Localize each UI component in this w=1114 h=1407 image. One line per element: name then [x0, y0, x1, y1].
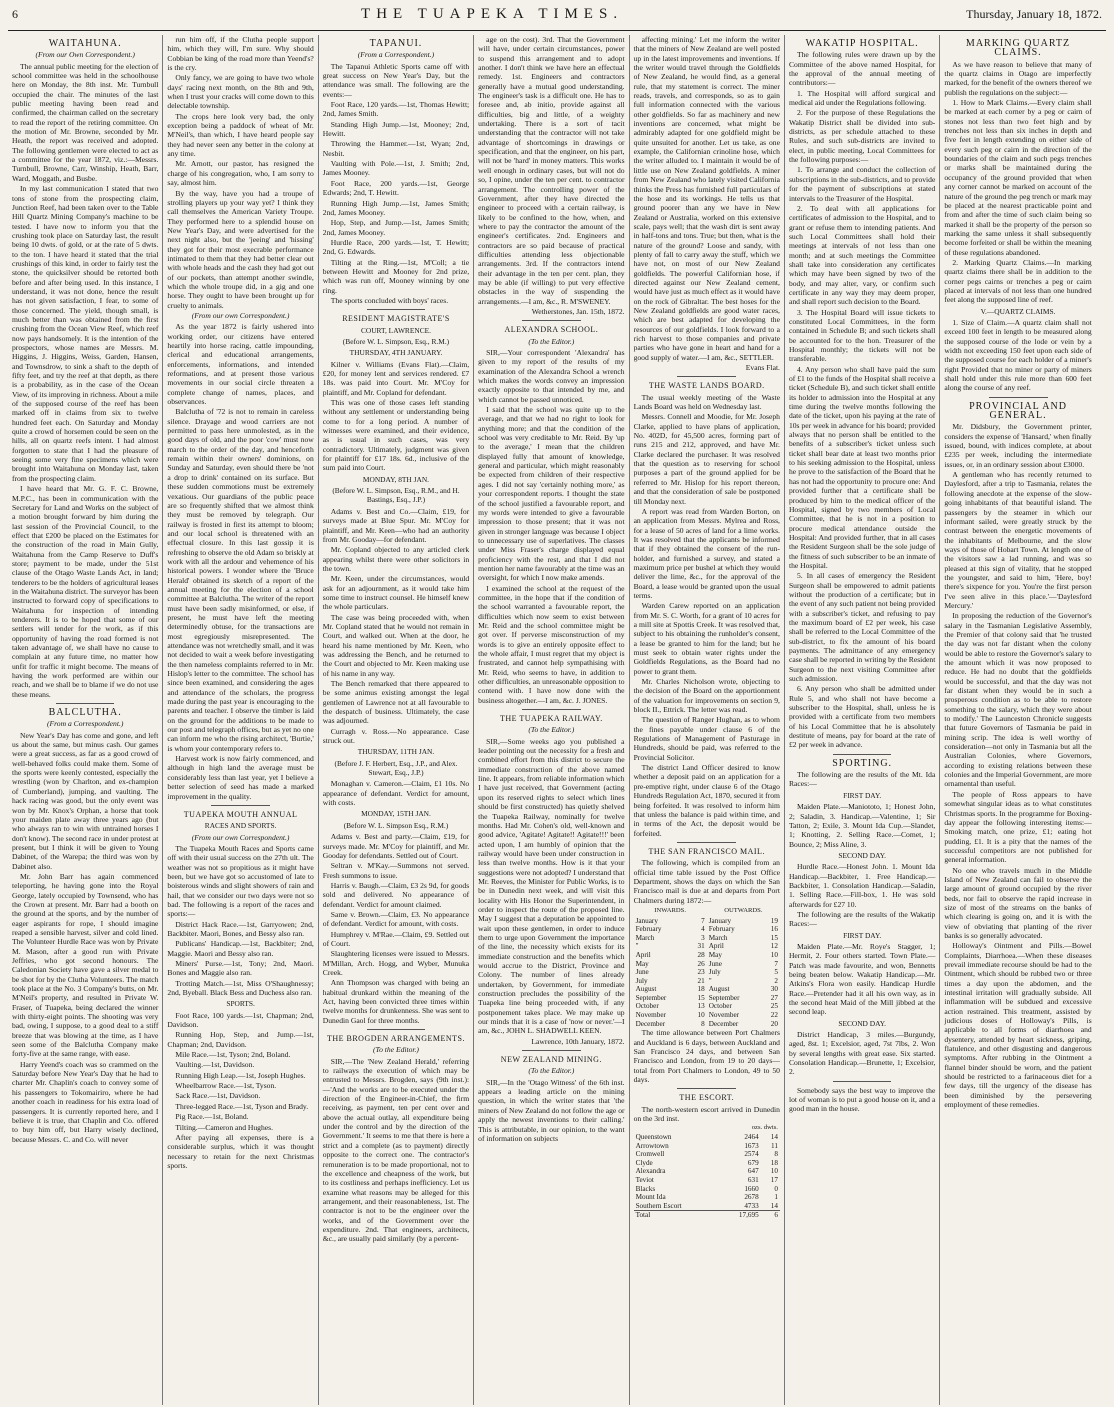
- race-result: Trotting Match.—1st, Miss O'Shaughnessy; 2nd, Byeball. Black Bess and Duchess also ran.: [167, 978, 314, 998]
- column-2: [163, 35, 318, 1405]
- byline: (To the Editor.): [528, 1066, 575, 1076]
- paragraph: Only fancy, we are going to have two whole days' racing next month, on the 8th and 9th, when I trust your cracks will come down to this delectable township.: [167, 73, 314, 111]
- table-cell: 10: [770, 1167, 778, 1176]
- paragraph: I said that the school was quite up to the average, and that we had no right to look for anything more; and that the condition of the school was very creditable to Mr. Reid. By 'up to the average,' I mean that the children displayed fully that amount of knowledge, general and particular, which might reasonably be expected from children of their respective ages. I did not say 'certainly nothing more,' as your correspondent reports. I thought the state of the school justified a favourable report, and my words were intended to give a favourable impression to those present; that it was not given in stronger language was because I object to unnecessary use of superlatives. The classes under Miss Fraser's charge displayed equal proficiency with the rest, and that I did not mention her name favourably at the time was an oversight, for which I now make amends.: [478, 405, 625, 583]
- table-cell: 11: [771, 1141, 778, 1150]
- table-cell: May: [708, 950, 722, 959]
- race-result: District Hack Race.—1st, Garryowen; 2nd, Backbiter. Maori, Bones, and Bessy also ran.: [167, 919, 314, 938]
- paragraph: District Handicap, 3 miles.—Burgundy, aged, 8st. 1; Excelsior, aged, 7st 7lbs, 2. Won by several lengths with great ease. Six started. Consolation Handicap.—Brunette, 1; Excelsior, 2.: [788, 1030, 936, 1077]
- table-cell: September: [635, 993, 667, 1002]
- paragraph: Harry Yeend's coach was so crammed on the Saturday before New Year's Day that he had to charter Mr. Chaplin's coach to convey some of his passengers to Tokomairiro, where he had another coach in readiness for his extra load of passengers. It is currently reported here, and I believe it is true, that Chaplin and Co. offered to buy him off, but Harry wisely declined, because Messrs. C. and Co. will never: [12, 1059, 159, 1144]
- table-cell: 5: [774, 968, 778, 977]
- table-cell: 2464: [744, 1132, 759, 1141]
- subheading: FIRST DAY.: [843, 790, 882, 800]
- paragraph: SIR,—Your correspondent 'Alexandra' has given to my report of the results of my examination of the Alexandra School a wrench which makes the words convey an impression exactly opposite to that intended by me, and which cannot be passed unnoticed.: [478, 348, 625, 404]
- heading-wakatip-hospital: WAKATIP HOSPITAL.: [805, 38, 919, 49]
- paragraph: Curragh v. Ross.—No appearance. Case struck out.: [322, 726, 470, 746]
- paragraph: Kilner v. Williams (Evans Flat).—Claim, £20, for money lent and services rendered. £7 18s. was paid into Court. Mr. M'Coy for plaintiff, and Mr. Copland for defendant.: [322, 359, 470, 397]
- table-cell: July: [708, 968, 721, 977]
- divider: [677, 1088, 736, 1089]
- page-number: 6: [12, 7, 18, 21]
- divider: [522, 709, 581, 710]
- table-cell: 3: [701, 933, 705, 942]
- byline: (From a Correspondent.): [357, 50, 435, 60]
- paragraph: The annual public meeting for the election of school committee was held in the schoolhouse here on Monday, the 8th inst. Mr. Turnbull occupied the chair. The minutes of the last public meeting having been read and confirmed, the chairman called on the secretary to read the report of the retiring committee. On the motion of Mr. Browne, seconded by Mr. Heath, the report was received and adopted. The following gentlemen were elected to act as a committee for the year 1872, viz.:—Messrs. Turnbull, Browne, Carr, Winship, Heath, Barr, Ward, Moggath, and Busbe.: [12, 61, 159, 183]
- column-5: [630, 35, 785, 1405]
- table-cell: 19: [770, 916, 778, 925]
- paragraph: 2. For the purpose of these Regulations the Wakatip District shall be divided into sub-districts, as per schedule attached to these Rules, and such sub-districts are invited to elect, in public meeting, Local Committees for the following purposes:—: [788, 108, 936, 165]
- table-row: [634, 925, 780, 934]
- heading-nz-mining: NEW ZEALAND MINING.: [500, 1055, 602, 1065]
- table-cell: 2: [774, 976, 778, 985]
- table-cell: August: [708, 985, 730, 994]
- table-cell: 18: [697, 985, 705, 994]
- paragraph: Mr. Copland objected to any articled clerk appearing whilst there were other solicitors in the town.: [322, 545, 470, 573]
- table-cell: Arrowtown: [635, 1141, 669, 1150]
- divider: [211, 805, 270, 806]
- table-cell: April: [635, 950, 651, 959]
- sport-result: Running Hop, Step, and Jump.—1st, Chapman; 2nd, Davidson.: [167, 1030, 314, 1049]
- divider: [522, 1050, 581, 1051]
- paragraph: 3. The Hospital Board will issue tickets to constituted Local Committees, in the form contained in Schedule B; and such tickets shall be accounted for to the hon. Treasurer of the Hospital monthly; the tickets will not be transferable.: [788, 307, 936, 364]
- signature-line: Wetherstones, Jan. 15th, 1872.: [531, 306, 625, 316]
- divider: [367, 309, 426, 310]
- paragraph: 5. In all cases of emergency the Resident Surgeon shall be empowered to admit patients without the production of a certificate; but in the event of any such patient not being provided with a subscriber's ticket, and refusing to pay the maximum board of £2 per week, his case shall be referred to the Local Committee of the sub-district, to fix the amount of his board payments. The admittance of any emergency case shall be reported in writing by the Resident Surgeon to the next visiting Committee after such admission.: [788, 571, 936, 684]
- column-header: INWARDS.: [654, 906, 686, 914]
- paragraph: The case was being proceeded with, when Mr. Copland stated that he would not remain in Court, and walked out. When at the door, he heard his name mentioned by Mr. Keen, who was addressing the Bench, and he returned to the Court and objected to Mr. Keen making use of his name in any way.: [322, 612, 470, 678]
- heading-tuapeka-mouth: TUAPEKA MOUTH ANNUAL: [183, 809, 298, 819]
- paragraph: Adams v. Best and party.—Claim, £19, for surveys made. Mr. M'Coy for plaintiff, and Mr. Gooday for defendants. Settled out of Court.: [322, 832, 470, 860]
- subheading: COURT, LAWRENCE.: [360, 325, 431, 335]
- table-cell: Southern Escort: [635, 1201, 682, 1210]
- byline: (To the Editor.): [528, 336, 575, 346]
- paragraph: The Bench remarked that there appeared to be some animus existing amongst the legal gentlemen of Lawrence not at all favourable to the despatch of business. Ultimately, the case was adjourned.: [322, 679, 470, 726]
- paragraph: The following rules were drawn up by the Committee of the above named Hospital, for the approval of the annual meeting of contributors:—: [788, 50, 936, 88]
- paragraph: 2. To deal with all applications for certificates of admission to the Hospital, and to grant or refuse them to intending patients. And such Local Committees shall hold their meetings at intervals of not less than one month; and at such meetings the Committee shall take into consideration any certificates which may have been signed by two of the body, and may alter, vary, or confirm such certificate in any way they may deem proper, and shall report such decision to the Board.: [788, 203, 936, 307]
- heading-waitahuna: WAITAHUNA.: [48, 38, 122, 49]
- table-cell: Teviot: [635, 1175, 654, 1184]
- byline: (To the Editor.): [373, 1045, 419, 1055]
- table-cell: Queenstown: [635, 1132, 672, 1141]
- sport-result: Three-legged Race.—1st, Tyson and Brady.: [175, 1101, 309, 1111]
- paragraph: The question of Ranger Hughan, as to whom the fines payable under clause 6 of the Regulations of Management of Pasturage in Hundreds, should be paid, was referred to the Provincial Solicitor.: [633, 715, 780, 762]
- paragraph: The district Land Officer desired to know whether a deposit paid on an application for a pre-emptive right, under clause 6 of the Otago Hundreds Regulation Act, 1870, secured it from being forfeited. It was resolved to inform him that unless the balance is paid within time, and in terms of the Act, the deposit would be forfeited.: [633, 763, 780, 838]
- subheading: SECOND DAY.: [838, 850, 886, 860]
- table-cell: 22: [770, 1011, 778, 1020]
- divider: [833, 754, 892, 755]
- paragraph: Seltran v. M'Kay.—Summons not served. Fresh summons to issue.: [322, 861, 470, 880]
- table-cell: 10: [697, 1011, 705, 1020]
- table-cell: 2574: [744, 1150, 759, 1159]
- paragraph: In proposing the reduction of the Governor's salary in the Tasmanian Legislative Assembly, the Premier of that colony said that 'he trusted the day was not far distant when the colony would be able to restore the Governor's salary to the amount which it was now proposed to reduce. He had no doubt that the goldfields would be successful, and that the day was not far distant when they would be in such a prosperous condition as to be able to restore something to the salary, which they were about to modify.' The Launceston Chronicle suggests that future Governors of Tasmania be paid in mining scrip. The idea is well worthy of consideration—not only in Tasmania but all the Australian Colonies, where Governors, according to existing relations between these colonies and the Imperial Government, are more ornamental than useful.: [944, 611, 1092, 789]
- heading-alexandra: ALEXANDRA SCHOOL.: [504, 325, 599, 335]
- table-cell: 10: [770, 950, 778, 959]
- table-row: [634, 1193, 780, 1202]
- sport-result: Running High Leap.—1st, Joseph Hughes.: [175, 1070, 306, 1080]
- paragraph: Mr. Keen, under the circumstances, would ask for an adjournment, as it would take him some time to instruct counsel. He himself knew the whole particulars.: [322, 574, 470, 612]
- paragraph: Maiden Plate.—Mr. Roye's Stagger, 1; Hermit, 2. Four others started. Town Plate.—Patch was made favourite, and won, Bennetts being beaten below. Wakatip Handicap.—Mr. Atkins's Flora won easily. Handicap Hurdle Race.—Pretender had it all his own way, as in the second heat Maid of the Mill jibbed at the second leap.: [788, 941, 936, 1017]
- column-7: [940, 35, 1095, 1405]
- table-cell: December: [708, 1019, 739, 1028]
- subheading: SPORTS.: [226, 999, 255, 1009]
- table-cell: April: [708, 942, 724, 951]
- divider: [677, 376, 736, 377]
- table-row: [634, 917, 780, 926]
- paragraph: Mr. Charles Nicholson wrote, objecting to the decision of the Board on the apportionment of the valuation for improvements on section 9, block II., Ettrick. The letter was read.: [633, 677, 780, 715]
- paragraph: 1. To arrange and conduct the collection of subscriptions in the sub-districts, and to provide for the payment of subscriptions at stated intervals to the Treasurer of the Hospital.: [788, 165, 936, 203]
- table-cell: Blacks: [635, 1184, 656, 1193]
- paragraph: Mr. Didsbury, the Government printer, considers the expense of 'Hansard,' when finally issued, bound, with indices complete, at about £235 per week, including the intermediate issues, or, in an ordinary session about £3000.: [944, 422, 1092, 469]
- sport-result: Pig Race.—1st, Boland.: [175, 1112, 249, 1122]
- table-row: [634, 1133, 780, 1142]
- masthead: [8, 6, 1106, 31]
- paragraph: Adams v. Best and Co.—Claim, £19, for surveys made at Blue Spur. Mr. M'Coy for plaintiff, and Mr. Keen—who had an authority from Mr. Gooday—for defendant.: [322, 506, 470, 544]
- race-result: Publicans' Handicap.—1st, Backbiter; 2nd, Maggie. Maori and Bessy also ran.: [167, 939, 314, 958]
- paragraph: No one who travels much in the Middle Island of New Zealand can fail to observe the large amount of ground occupied by the river beds, nor fail to observe the rapid increase in size of most of the streams on the banks of which clearing is going on, and it is with the view of obviating that planting of the river banks is so generally advocated.: [944, 865, 1092, 940]
- sport-result: Tilting.—Cameron and Hughes.: [175, 1122, 273, 1132]
- paragraph: SIR,—The 'New Zealand Herald,' referring to railways the execution of which may be entrusted to Messrs. Brogden, says (9th inst.):—'And the works are to be executed under the direction of the Engineer-in-Chief, the firm receiving, as payment, ten per cent over and above the actual outlay, all expenditure being under the control and by the direction of the Government.' It seems to me that there is here a strict and a complete (as to payment) directly opposite to the correct one. The contractor's remuneration is to be made proportional, not to the excellence and cheapness of the work, but to its costliness and perhaps inefficiency. Let us examine what reasons may be alleged for this arrangement, and their reasonableness, 1st. The contractor is not to be the engineer over the works, and of the Government over the expenditure. 2nd. That engineers, architects, &c., are usually paid similarly (by a percent-: [322, 1056, 470, 1244]
- table-cell: 12: [770, 942, 778, 951]
- signature-line: Evans Flat.: [745, 363, 780, 373]
- sport-result: Vaulting.—1st, Davidson.: [175, 1060, 255, 1070]
- divider: [989, 397, 1048, 398]
- divider: [367, 1029, 426, 1030]
- total-row: [634, 1211, 780, 1220]
- paragraph: The crops here look very bad, the only exception being a paddock of wheat of Mr. M'Neil's, than which, I have heard people say they had never seen any better in the colony at any time.: [167, 111, 314, 159]
- units-label: ozs. dwts.: [751, 1124, 778, 1132]
- table-row: [634, 985, 780, 994]
- table-cell: May: [635, 959, 649, 968]
- paragraph: 4. Any person who shall have paid the sum of £1 to the funds of the Hospital shall receive a ticket (Schedule B), and such ticket shall entitle its holder to admission into the Hospital at any time during the twelve months following the date of the ticket, upon his paying at the rate of 10s per week in advance for his board; provided always that no person shall be entitled to the benefits of a subscriber's ticket unless such ticket shall bear date at least two months prior to his seeking admission to the Hospital, unless he prove to the satisfaction of the Board that he has not had the opportunity to procure one: And provided further that a certificate shall be produced by him to the medical officer of the Hospital, signed by two members of Local Committee, that he is not in a position to procure medical attendance outside the Hospital: And provided further, that in all cases the Resident Surgeon shall be the sole judge of the fitness of such subscriber to be an inmate of the Hospital.: [788, 364, 936, 570]
- court-bench: (Before W. L. Simpson Esq., R.M.): [343, 820, 449, 830]
- byline: (From our Own Correspondent.): [35, 50, 135, 60]
- paragraph: As the year 1872 is fairly ushered into working order, our citizens have entered heartily into horse racing, cattle impounding, clerical and educational arrangements, enforcements, informations, and intended reformations, and at present those various movements in our social circle threaten a complete change of names, places, and observances.: [167, 322, 314, 407]
- paragraph: The people of Ross appears to have somewhat singular ideas as to what constitutes Christmas sports. In the programme for Boxing-day appear the following interesting items:—Smoking match, one prize, £1; eating hot pudding, £1. It is a pity that the names of the successful competitors are not published for general information.: [944, 789, 1092, 865]
- heading-brogden: THE BROGDEN ARRANGEMENTS.: [326, 1034, 465, 1044]
- subheading: SECOND DAY.: [838, 1018, 886, 1028]
- byline: (To the Editor.): [528, 725, 575, 735]
- paragraph: Same v. Brown.—Claim, £3. No appearance of defendant. Verdict for amount, with costs.: [322, 909, 470, 929]
- table-cell: February: [635, 925, 662, 934]
- columns: [8, 35, 1106, 1405]
- paragraph: Somebody says the best way to improve the lot of woman is to put a good house on it, and a good man in the house.: [788, 1085, 936, 1114]
- table-row: [634, 994, 780, 1003]
- paragraph: Harvest work is now fairly commenced, and although in high land the average must be considerably less than last year, yet I believe a better selection of seed has made a marked improvement in the quality.: [167, 754, 314, 801]
- paragraph: 2. Marking Quartz Claims.—In marking quartz claims there shall be in addition to the corner pegs cairns or trenches a peg or cairn placed at intervals of not less than one hundred feet along the supposed line of reef.: [944, 257, 1092, 305]
- paragraph: A gentleman who has recently returned to Daylesford, after a trip to Tasmania, relates the following anecdote at the expense of the slow-going inhabitants of that beautiful island. The passengers by the steamer in which our informant sailed, were greatly struck by the contrast between the energetic movements of the inhabitants of Melbourne, and the slow ways of those of Hobart Town. At length one of the visitors saw a lad running, and was so pleased at this sign of vitality, that he stopped the youngster, and said to him, 'Here, boy! there's sixpence for you. You're the first person I've seen alive in this place.'—'Daylesford Mercury.': [944, 470, 1092, 610]
- court-date: MONDAY, 15TH JAN.: [361, 809, 431, 819]
- paragraph: 1. Size of Claim.—A quartz claim shall not exceed 100 feet in length to be measured along the supposed course of the lode or vein by a width not exceeding 150 feet upon each side of the supposed course for each holder of a miner's right Provided that no miner or party of miners shall hold under this rule more than 600 feet along the course of any reef.: [944, 317, 1092, 393]
- table-cell: 4733: [744, 1201, 759, 1210]
- table-cell: 15: [697, 993, 705, 1002]
- table-cell: ": [635, 942, 639, 951]
- table-cell: June: [708, 959, 722, 968]
- heading-provincial-general: PROVINCIAL AND GENERAL.: [969, 400, 1067, 422]
- table-cell: 15: [770, 933, 778, 942]
- table-cell: 13: [697, 1002, 705, 1011]
- table-row: [634, 968, 780, 977]
- table-row: [634, 1176, 780, 1185]
- newspaper-title: THE TUAPEKA TIMES.: [361, 6, 624, 22]
- paragraph: 1. The Hospital will afford surgical and medical aid under the Regulations following.: [788, 88, 936, 108]
- court-date: THURSDAY, 11TH JAN.: [357, 747, 435, 757]
- paragraph: After paying all expenses, there is a considerable surplus, which it was thought necessary to retain for the next Christmas sports.: [167, 1132, 314, 1170]
- table-cell: 21: [697, 976, 705, 985]
- table-cell: 2678: [744, 1193, 759, 1202]
- table-cell: October: [635, 1002, 659, 1011]
- table-cell: 8: [774, 1150, 778, 1159]
- paragraph: run him off, if the Clutha people support him, which they will, I'm sure. Why should Cobbian be king of the road more than Yeend's? is the cry.: [167, 35, 314, 73]
- escort-table: [634, 1124, 780, 1220]
- total-dwts: 6: [761, 1211, 780, 1220]
- table-cell: Clyde: [635, 1158, 653, 1167]
- event-result: Foot Race, 200 yards.—1st, George Edwards; 2nd, T. Hewitt.: [322, 178, 470, 198]
- sport-result: Wheelbarrow Race.—1st, Tyson.: [175, 1081, 277, 1091]
- total-label: Total: [634, 1211, 720, 1220]
- table-cell: Mount Ida: [635, 1193, 666, 1202]
- event-result: Running High Jump.—1st, James Smith; 2nd, James Mooney.: [322, 198, 470, 217]
- table-cell: October: [708, 1002, 732, 1011]
- issue-date: Thursday, January 18, 1872.: [966, 7, 1102, 21]
- table-cell: 25: [770, 1002, 778, 1011]
- heading-san-francisco-mail: THE SAN FRANCISCO MAIL.: [648, 846, 765, 856]
- column-1: [8, 35, 163, 1405]
- table-cell: 1660: [744, 1184, 759, 1193]
- subheading: FIRST DAY.: [843, 930, 882, 940]
- event-result: Throwing the Hammer.—1st, Wyan; 2nd, Nesbit.: [322, 139, 470, 158]
- table-cell: 28: [697, 950, 705, 959]
- sport-result: Mile Race.—1st, Tyson; 2nd, Boland.: [175, 1050, 291, 1060]
- table-cell: 7: [701, 916, 705, 925]
- paragraph: The usual weekly meeting of the Waste Lands Board was held on Wednesday last.: [633, 392, 780, 412]
- court-bench: (Before J. F. Herbert, Esq., J.P., and Alex. Stewart, Esq., J.P.): [334, 758, 458, 778]
- table-row: [634, 1020, 780, 1029]
- paragraph: Ann Thompson was charged with being an habitual drunkard within the meaning of the Act, having been convicted three times within twelve months for drunkenness. She was sent to Dunedin Gaol for three months.: [322, 978, 470, 1025]
- table-cell: 4: [701, 925, 705, 934]
- column-4: [474, 35, 629, 1405]
- heading-balclutha: BALCLUTHA.: [48, 707, 122, 719]
- table-row: [634, 934, 780, 943]
- sport-result: Foot Race, 100 yards.—1st, Chapman; 2nd, Davidson.: [167, 1010, 314, 1030]
- table-cell: 30: [770, 985, 778, 994]
- paragraph: 6. Any person who shall be admitted under Rule 5, and who shall not have become a subscriber to the Hospital, shall, unless he is provided with a certificate from two members of his Local Committee that he is absolutely destitute of means, pay for board at the rate of £2 per week in advance.: [788, 684, 936, 750]
- court-bench: (Before W. L. Simpson, Esq., R.M., and H. Bastings, Esq., J.P.): [332, 486, 460, 505]
- paragraph: age on the cost). 3rd. That the Government will have, under certain circumstances, power to suspend this arrangement and to adopt another. I don't think we have here an effectual remedy. 1st. Engineers and contractors generally have a mutual good understanding. The engineer's task is a difficult one. He has to foresee and, ab initio, provide against all difficulties, big and little, of a weighty undertaking. There is a sort of tacit understanding that the contractor will not take advantage of shortcomings in drawings or specification, and that the engineer, on his part, will not be 'hard' in money matters. This works well enough in ordinary cases, but will not do so, I opine, under the ten per cent. to contractor arrangement. The controlling power of the Government, after they have directed the engineer to proceed with a certain railway, is likely to be confined to the how, when, and where to pay the contractor the amount of the engineer's certificates. 2nd. Engineers and contractors are so paid because of practical difficulties attending less objectionable arrangements. 3rd. If the contractors intend their advantage in the ten per cent. plan, they may be able (if willing) to put very effective obstacles in the way of suspending the arrangements.—I am, &c., R. M'SWENEY.: [478, 35, 625, 306]
- event-result: Foot Race, 120 yards.—1st, Thomas Hewitt; 2nd, James Smith.: [322, 100, 470, 119]
- table-cell: 8: [701, 1019, 705, 1028]
- table-cell: January: [635, 916, 658, 925]
- table-cell: Alexandra: [635, 1167, 666, 1176]
- table-cell: 0: [774, 1184, 778, 1193]
- table-cell: February: [708, 925, 735, 934]
- paragraph: Messrs. Connell and Moodie, for Mr. Joseph Clarke, applied to have plans of application, No. 402D, for 45,500 acres, forming part of runs 215 and 212, approved, and have Mr. Clarke declared the purchaser. It was resolved that the question as to reserving for school purposes a part of the ground applied for be referred to Mr. Hislop for his report thereon, and that the consideration of sale be postponed till Monday next.: [633, 412, 780, 506]
- table-cell: 17: [770, 1175, 778, 1184]
- total-ozs: 17,695: [720, 1211, 761, 1220]
- byline: (From a Correspondent.): [46, 719, 124, 729]
- event-result: Hurdle Race, 200 yards.—1st, T. Hewitt; 2nd, G. Edwards.: [322, 237, 470, 257]
- table-cell: November: [708, 1011, 740, 1020]
- paragraph: The time allowance between Port Chalmers and Auckland is 6 days, between Auckland and San Francisco 24 days, and between San Francisco and London, from 19 to 20 days—total from Port Chalmers to London, 49 to 50 days.: [633, 1028, 780, 1084]
- table-cell: 1673: [744, 1141, 759, 1150]
- divider: [522, 320, 581, 321]
- table-row: [634, 1185, 780, 1194]
- paragraph: The Tuapeka Mouth Races and Sports came off with their usual success on the 27th ult. The weather was not so propitious as it might have been, but we have got so accustomed of late to boisterous winds and slight showers of rain and hail, that we consider our two days were not so bad. The following is a report of the races and sports:—: [167, 843, 314, 919]
- subheading: RACES AND SPORTS.: [204, 821, 277, 831]
- paragraph: Warden Carew reported on an application from Mr. S. C. Worth, for a grant of 10 acres for a mill site at Spottis Creek. It was resolved that, subject to his obtaining the runholder's consent, a lease be granted to him for the land; but he must seek to obtain water rights under the Goldfields Regulations, as the Board had no power to grant them.: [633, 601, 780, 676]
- paragraph: Balclutha of '72 is not to remain in careless silence. Drayage and wood carriers are not permitted to pass here unmolested, as in the good days of old, and the poor 'cow' must now march to the order of the day, and henceforth remain within their owners' dominions, on Sunday and Saturday, even should there be 'not a drop to drink' contained on its surface. But these sudden commotions must be extremely vexatious. Our guardians of the public peace are so frequently shifted that we almost think they must be removed by telegraph. Our railway is frosted in first its attempt to bloom; and our local school is threatened with an effectual closure. In this last gossip it is refreshing to observe the old Adam so briskly at work with all the ardour and vehemence of his historical powers. I wonder where the 'Bruce Herald' obtained its sketch of a report of the annual meeting for the election of a school committee at Balclutha. The writer of the report must have been sadly misinformed, or else, if present, he must have left the meeting determinedly obtuse, for the transactions are most egregiously misrepresented. The attendance was not wretchedly small, and it was not decided to wait a week before investigating the then nameless complaints referred to in Mr. Hislop's letter to the committee. The school has since been examined, and considering the ages and attendance of the scholars, the progress made during the past year is encouraging to the parents and teacher. I observe the timber is laid on the ground for the additions to be made to our post and telegraph offices, but as yet no one can inform me who the rising architect, 'Burtie,' is whom your contemporary refers to.: [167, 407, 314, 753]
- paragraph: Mr. John Barr has again commenced teleporting, he having gone into the Royal George, lately occupied by Townsend, who has the Crown at present. Mr. Barr had a booth on the ground at the sports, and by the number of eager aspirants for rope, I should imagine reaped a sensible harvest, silver and cold lined. The Volunteer Hurdle Race was won by Private M. Mason, after a good run with Private Jeffries, who got second honours. The Caledonian Society have gave a silver medal to be shot for by the Clutha Volunteers. The match took place at the No. 3 Company's butts, on Mr. M'Neil's property, and resulted in Private W. Fraser, of Tuapeka, being declared the winner with thirty-eight points. The shooting was very bad, owing, I suppose, to a good deal to a stiff breeze that was blowing at the time, as I have seen some of the Balclutha Company make forty-five at the same range, with ease.: [12, 871, 159, 1059]
- table-cell: Cromwell: [635, 1150, 665, 1159]
- paragraph: SIR,—Some weeks ago you published a leader pointing out the necessity for a fresh and combined effort from this district to secure the immediate construction of the above named line. It appears, from reliable information which I have just received, that Government (acting upon its reserved rights to select which lines should be first constructed) has quietly shelved the Tuapeka Railway, nominally for twelve months. Had Mr. Cohen's old, well-known and good advice, 'Agitate! Agitate!! Agitate!!!' been acted upon, I am humbly of opinion that the railway would have been under construction in less than twelve months. How is it that your suggestions were not adopted? I understand that Mr. Reeves, the Minister for Public Works, is to be in Dunedin next week, and will visit this locality with His Honor the Superintendent, in order to inspect the route of the proposed line. May I suggest that a deputation be appointed to wait upon these gentlemen, in order to induce them to urge upon Government the importance of the line, the necessity which exists for its immediate construction and the benefits which would accrue to the District, Province and Colony. The number of lines already undertaken, by Government, for immediate construction precludes the possibility of the Tuapeka line being proceeded with, if any postponement takes place. We may make up our minds that it is a case of 'now or never.'—I am, &c., JOHN L. SHADWELL KEEN.: [478, 736, 625, 1036]
- paragraph: As we have reason to believe that many of the quartz claims in Otago are imperfectly marked, for the benefit of the owners thereof we publish the regulations on the subject:—: [944, 59, 1092, 97]
- table-cell: 27: [770, 993, 778, 1002]
- table-cell: 14: [770, 1132, 778, 1141]
- court-date: MONDAY, 8TH JAN.: [362, 474, 430, 484]
- event-result: Standing High Jump.—1st, Mooney; 2nd, Hewitt.: [322, 119, 470, 139]
- table-cell: 31: [697, 942, 705, 951]
- column-6: [785, 35, 940, 1405]
- divider: [677, 842, 736, 843]
- paragraph: I have heard that Mr. G. F. C. Browne, M.P.C., has been in communication with the Secretary for Land and Works on the subject of a motion brought forward by him during the last session of the Provincial Council, to the effect that £200 be placed on the Estimates for the construction of the road in Main Gully, Waitahuna from the Camp Reserve to Duff's store; payment to be made, under the 51st clause of the Otago Waste Lands Act, in land; tenderers to be the holders of agricultural leases in the Waitahuna district. The surveyor has been instructed to forward copy of specifications to Waitahuna for inspection of intending tenderers. It is to be hoped that some of our settlers will tender for the work, as if this opportunity of having the road formed is not taken advantage of, we shall have no cause to complain at any future time, no matter how unfit for traffic it might become. The means of having the work performed are within our reach, and we shall be to blame if we do not use these means.: [12, 484, 159, 699]
- table-cell: December: [635, 1019, 666, 1028]
- paragraph: Harris v. Baugh.—Claim, £3 2s 9d, for goods sold and delivered. No appearance of defendant. Verdict for amount claimed.: [322, 880, 470, 909]
- table-cell: 7: [774, 959, 778, 968]
- table-row: [634, 951, 780, 960]
- paragraph: Humphrey v. M'Rae.—Claim, £9. Settled out of Court.: [322, 929, 470, 948]
- table-cell: 647: [747, 1167, 759, 1176]
- table-row: [634, 942, 780, 951]
- table-cell: 631: [747, 1175, 759, 1184]
- table-row: [634, 960, 780, 969]
- event-result: Tilting at the Ring.—1st, M'Coll; a tie between Hewitt and Mooney for 2nd prize, which was run off, Mooney winning by one ring.: [322, 257, 470, 295]
- subheading: V.—QUARTZ CLAIMS.: [980, 306, 1056, 316]
- table-cell: 20: [770, 1019, 778, 1028]
- paragraph: A report was read from Warden Borton, on an application from Messrs. Mylrea and Ross, for a lease of 50 acres of land for a lime works. It was resolved that the applicants be informed that if they obtained the consent of the run-holder, and furnished a survey, and stated a maximum price per bushel at which they would deliver the lime, &c., for the approval of the Board, a lease would be granted upon the usual terms.: [633, 506, 780, 600]
- table-cell: August: [635, 985, 657, 994]
- table-cell: July: [635, 976, 648, 985]
- table-row: [634, 1011, 780, 1020]
- paragraph: SIR,—In the 'Otago Witness' of the 6th inst. appears a leading article on the mining question, in which the writer states that 'the miners of New Zealand do not follow the age or apply the newest inventions to their calling.' This is attributable, in our opinion, to the want of information on subjects: [478, 1077, 625, 1143]
- heading-escort: THE ESCORT.: [679, 1093, 735, 1103]
- paragraph: Holloway's Ointment and Pills.—Bowel Complaints, Diarrhoea.—When these diseases prevail immediate recourse should be had to the Ointment, which should be rubbed two or three times a day upon the abdomen, and the intestinal irritation will gradually subside. All inflammation will be subdued and excessive action restrained. This treatment, assisted by judicious doses of Holloway's Pills, is applicable to all forms of diarrhoea and dysentery, attended by heart sickness, griping, flatulence, and other disgusting and dangerous symptoms. After rubbing in the Ointment a flannel binder should be worn, and the patient should be restricted to a farinaceous diet for a few days, till the urgency of the disease has been diminished by the persevering employment of these remedies.: [944, 941, 1092, 1110]
- event-result: The sports concluded with boys' races.: [330, 295, 449, 305]
- paragraph: I examined the school at the request of the committee, in the hope that if the condition of the school warranted a favourable report, the difficulties which now seem to exist between Mr. Reid and the school committee might be got over. If perverse misconstruction of my words is to give an entirely opposite effect to the whole affair, I must regret that my object is frustrated, and cannot help sympathising with Mr. Reid, who seems to have, in addition to other difficulties, an unreasonable opposition to contend with. I have now done with the business altogether.—I am, &c. J. JONES.: [478, 583, 625, 705]
- table-cell: 18: [770, 1158, 778, 1167]
- divider: [56, 703, 115, 704]
- paragraph: Hurdle Race.—Honest John. 1. Mount Ida Handicap.—Backbiter, 1. Free Handicap.—Backbiter, 1. Consolation Handicap.—Saladin, 1. Selling Race.—Fill-box, 1. He was sold afterwards for £27 10.: [788, 862, 936, 909]
- heading-tuapeka-railway: THE TUAPEKA RAILWAY.: [499, 714, 603, 724]
- paragraph: affecting mining.' Let me inform the writer that the miners of New Zealand are well posted up in the latest improvements and inventions. If the writer would travel through the Goldfields of New Zealand, he would find, as a general rule, that my statement is correct. The miner reads, travels, and corresponds, so as to gain full information connected with the various other goldfields. So far as machinery and new inventions are concerned, what might be admirably adapted for one goldfield might be quite unsuited for another. Let us take, as one example, the Californian crinoline hose, which the writer alluded to. I maintain it would be of little use on New Zealand goldfields. A miner from New Zealand who lately visited California thinks the Press has furnished full particulars of the hose and its workings. He tells us that ground poorer than any we have in New Zealand or Australia, worked on this extensive scale, pays well; that the wash dirt is sent away in half-tons and tons. True; but then, what is the nature of the ground? Loose and sandy, with plenty of fall to carry away the stuff, which we have not, on most of our New Zealand goldfields. The powerful Californian hose, if directed against our New Zealand cement, would have just as much effect as it would have on the rock of Gibraltar. The best hoses for the New Zealand goldfields are good water races, which are best adapted for developing the resources of our goldfields. I look forward to a rich harvest to those companies and private parties who have gone in heart and hand for a good supply of water.—I am, &c., SETTLER.: [633, 35, 780, 362]
- table-cell: June: [635, 968, 649, 977]
- column-3: [319, 35, 474, 1405]
- heading-tapanui: TAPANUI.: [369, 38, 423, 49]
- heading-resident-magistrate: RESIDENT MAGISTRATE'S: [342, 314, 450, 324]
- heading-waste-lands: THE WASTE LANDS BOARD.: [648, 381, 765, 391]
- table-cell: September: [708, 993, 740, 1002]
- paragraph: In my last communication I stated that two tons of stone from the prospecting claim, Junction Reef, had been taken over to the Table Hill Quartz Mining Company's machine to be tested. I have now to inform you that the crushing took place on Saturday last, the result being 10 dwts. of gold, or at the rate of 5 dwts. to the ton. I have heard it stated that the trial crushings of this kind, in order to fairly test the stone, the quicksilver should be retorted both before and after being used. In this instance, I understand, it was not done, hence the result has not given satisfaction, I fear, to some of those concerned. The yield, though small, is much better than was obtained from the first crushing from the Ocean View Reef, which reef now pays handsomely. It is the intention of the prospectors, whose names are Messrs. M. Higgins, J. Higgins, Weiss, Garden, Hansen, and Townsdrow, to sink a shaft to the depth of fifty feet, and try the reef at that depth, as there is a probability, as in the case of the Ocean View, of its improving in richness. About a mile of the supposed course of the reef has been marked off in claims from six to twelve hundred feet each. On Saturday and Monday quite a crowd of horsemen could be seen on the hills, all on quartz reefs intent. I had almost forgotten to state that I had the pleasure of seeing some very fine specimens which were brought into Waitahuna on Monday last, taken from the prospecting claim.: [12, 184, 159, 483]
- table-row: [634, 1150, 780, 1159]
- event-result: Vaulting with Pole.—1st, J. Smith; 2nd, James Mooney.: [322, 159, 470, 178]
- event-result: Hop, Step, and Jump.—1st, James Smith; 2nd, James Mooney.: [322, 218, 470, 237]
- table-cell: 26: [697, 959, 705, 968]
- paragraph: Slaughtering licenses were issued to Messrs. M'Millan, Arch. Hogg, and Wyber, Munuka Creek.: [322, 949, 470, 977]
- divider: [833, 1081, 892, 1082]
- paragraph: 1. How to Mark Claims.—Every claim shall be marked at each corner by a peg or cairn of stones not less than two feet high and by trenches not less than six inches in depth and five feet in length extending on either side of every such peg or cairn in the direction of the boundaries of the claim and such pegs trenches or marks shall be maintained during the occupancy of the ground provided that when any corner cannot be marked on account of the nature of the ground the peg trench or mark may be placed at the nearest practicable point and from and after the time of such claim being so marked it shall be the property of the person so marking the same unless it shall subsequently become forfeited or shall be within the meaning of these regulations abandoned.: [944, 98, 1092, 257]
- paragraph: By the way, have you had a troupe of strolling players up your way yet? I think they call themselves the American Variety Troupe. They performed here to a splendid house on New Year's Day, and were advertised for the next night also, but the 'jeeing' and 'hissing' they got for their most execrable performance intimated to them that they had better clear out with whole heads and the cash they had got out of our pockets, than attempt another swindle, which the whole troupe did, in a gig and one horse. They ought to have been brought up for cruelty to animals.: [167, 188, 314, 310]
- byline: (From our own Correspondent.): [191, 310, 290, 320]
- signature-line: Lawrence, 10th January, 1872.: [531, 1036, 625, 1046]
- paragraph: The following are the results of the Wakatip Races:—: [788, 909, 936, 929]
- table-row: [634, 1142, 780, 1151]
- column-header: OUTWARDS.: [724, 906, 763, 914]
- table-cell: 1: [774, 1193, 778, 1202]
- table-cell: March: [708, 933, 728, 942]
- table-row: [634, 1159, 780, 1168]
- table-cell: 16: [770, 925, 778, 934]
- table-cell: January: [708, 916, 732, 925]
- paragraph: This was one of those cases left standing without any settlement or understanding being come to for a long period. A number of witnesses were examined, and their evidence, as is usual in such cases, was very contradictory. Ultimately, judgment was given for plaintiff for £17 18s. 6d., inclusive of the sum paid into Court.: [322, 398, 470, 473]
- heading-marking-quartz-claims: MARKING QUARTZ CLAIMS.: [965, 38, 1071, 59]
- table-row: [634, 977, 780, 986]
- paragraph: Mr. Arnott, our pastor, has resigned the charge of his congregation, who, I am sorry to say, almost him.: [167, 159, 314, 188]
- paragraph: The north-western escort arrived in Dunedin on the 3rd inst.: [633, 1104, 780, 1123]
- heading-sporting: SPORTING.: [832, 757, 893, 769]
- table-row: [634, 1202, 780, 1211]
- table-cell: ": [708, 976, 712, 985]
- paragraph: Monaghan v. Cameron.—Claim, £1 10s. No appearance of defendant. Verdict for amount, with costs.: [322, 779, 470, 808]
- paragraph: The following are the results of the Mt. Ida Races:—: [788, 770, 936, 789]
- table-row: [634, 1002, 780, 1011]
- table-cell: March: [635, 933, 655, 942]
- paragraph: New Year's Day has come and gone, and left us about the same, but minus cash. Our games were a great success, as far as a good crowd of well-behaved folks could make them. Some of the sports were keenly contested, especially the wrestling (won by Charlton, and ex-champion of Cumberland), jumping, and vaulting. The hack racing was good, but the only event was won by Mr. Knox's Orphan, a horse that took your maiden plate away three years ago (but who always ran to win with untrained horses I don't know). The second race in under protest at present, but I think it will be given to Young Dabinet, of the Warepa; the third was won by Dabinet also.: [12, 730, 159, 871]
- paragraph: Maiden Plate.—Maniototo, 1; Honest John, 2; Saladin, 3. Handicap.—Valentine, 1; Sir Tatton, 2; Exile, 3. Mount Ida Cup.—Slandet, 1; Knotting, 2. Selling Race.—Comet, 1; Bounce, 2; Miss Aline, 3.: [788, 802, 936, 849]
- table-cell: November: [635, 1011, 666, 1020]
- sport-result: Sack Race.—1st, Davidson.: [175, 1091, 261, 1101]
- paragraph: The following, which is compiled from an official time table issued by the Post Office Department, shows the days on which the San Francisco mail is due at and departs from Port Chalmers during 1872:—: [633, 858, 780, 905]
- mail-schedule-table: [634, 906, 780, 1028]
- table-cell: 679: [747, 1158, 759, 1167]
- byline: (From our own Correspondent.): [191, 832, 290, 842]
- court-date: THURSDAY, 4TH JANUARY.: [349, 348, 443, 358]
- table-cell: 14: [770, 1201, 778, 1210]
- race-result: Miners' Purse.—1st, Tony; 2nd, Maori. Bones and Maggie also ran.: [167, 959, 314, 978]
- table-cell: 23: [697, 968, 705, 977]
- table-row: [634, 1167, 780, 1176]
- paragraph: The Tapanui Athletic Sports came off with great success on New Year's Day, but the attendance was small. The following are the events:—: [322, 61, 470, 99]
- court-bench: (Before W. L. Simpson, Esq., R.M.): [342, 336, 450, 346]
